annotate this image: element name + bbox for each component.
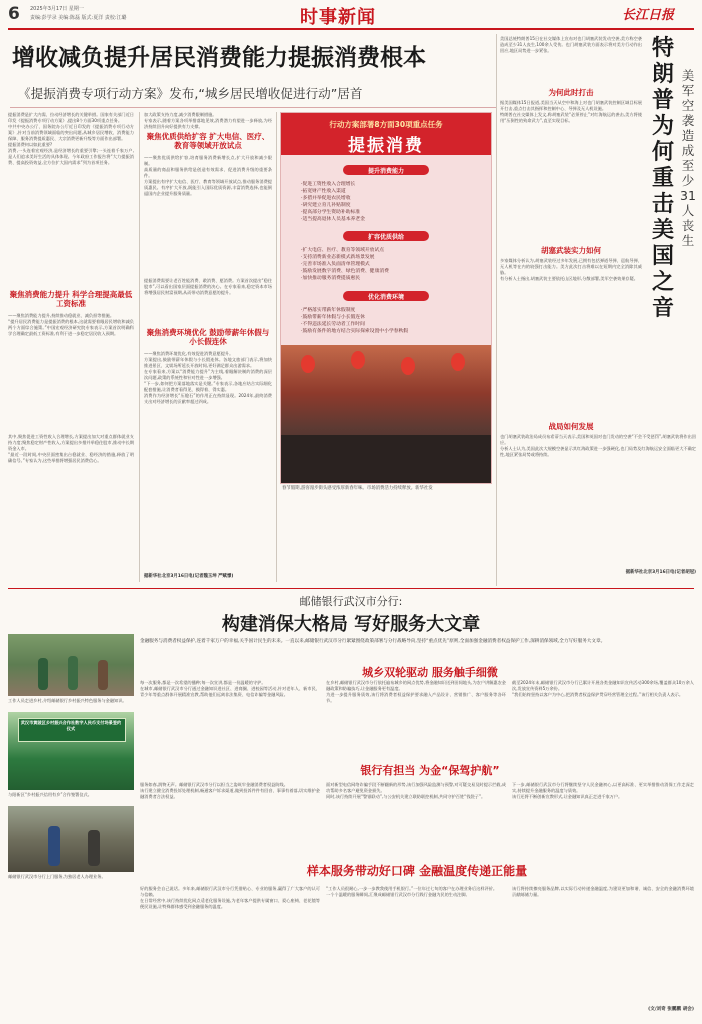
bank-text-2: 在乡村,邮储银行武汉市分行依托遍布城乡的网点优势,将金融知识送到田间地头,为农户讲解惠农金融政策和防骗技巧,让金融服务更有温度。 为进一步提升服务质效,该行将消费者权益保护要求融入产品设计、营销推广、客户服务等各环节。 <box>326 680 506 703</box>
person-shape <box>68 656 78 690</box>
lantern-icon <box>401 357 415 375</box>
side-subhead-2: 胡塞武装实力如何 <box>541 246 601 255</box>
person-shape <box>38 658 48 690</box>
side-text-2: 据美国媒体15日报道,美国当天从空中和海上对也门胡塞武装控制区域目标展开打击,重点打击其指挥和控制中心、导弹及无人机设施。 特朗普在社交媒体上发文,称胡塞武装“必须停止”对红海航运的袭击,美方将使用“压倒性的致命武力”,直至实现目标。 <box>500 100 642 123</box>
section-title: 时事新闻 <box>300 7 376 28</box>
lantern-icon <box>301 355 315 373</box>
category-label-2: 扩容优质供给 <box>367 234 404 241</box>
bank-photo-2-caption: 与阳新区“乡村振兴信用有乡”合作签署仪式。 <box>8 792 92 797</box>
lantern-icon <box>451 353 465 371</box>
list-item: ·不得违法延长劳动者工作时间 <box>301 322 365 327</box>
list-item: ·促进工资性收入合理增长 <box>301 182 356 187</box>
bank-text-6: 下一步,邮储银行武汉市分行将继续坚守人民金融初心,以更高标准、更实举措推动消保工作走深走实,持续提升金融服务的温度与质效。 该行还将不断创新宣教形式,让金融知识真正走进千家万户。 <box>512 782 694 799</box>
main-col1-text2: ——聚焦消费能力提升,持续推动稳就业、减负担等措施。 “提升居民消费能力是提振消费的根本,这就需要着眼居民增收和减负两个方面综合施策。”中国宏观经济研究院专家表示,方案首次明确科学合理确定最低工资标准,有利于进一步稳定居民收入预期。 <box>8 313 134 336</box>
list-item: ·适当提高退休人员基本养老金 <box>301 217 365 222</box>
bank-photo-1 <box>8 634 134 696</box>
editors-line: 责编:彭学录 美编:陈磊 版式:夏洋 责校:江璐 <box>30 15 127 21</box>
date-line: 2025年3月17日 星期一 <box>30 6 84 12</box>
side-vertical-subtitle: 美军空袭造成至少31人丧生 <box>680 68 696 248</box>
header-rule <box>8 28 694 30</box>
lantern-icon <box>351 351 365 369</box>
crowd-shape <box>281 435 491 483</box>
bank-text-5: 面对新型电信网络诈骗手段不断翻新的形势,该行加强风险监测与预警,对可疑交易及时提示拦截,成功帮助多名客户避免资金损失。 同时,该行持续开展“警银联动”,与公安机关建立联防联控机制,共同守护百姓“钱袋子”。 <box>326 782 506 799</box>
page-number: 6 <box>8 4 20 24</box>
side-text-3: 多家媒体分析认为,胡塞武装经过多年发展,已拥有包括弹道导弹、巡航导弹、无人机等在内的较强打击能力。美方此次打击将难以在短期内完全消除其威胁。 有分析人士指出,胡塞武装主要依托山区地形,分散部署,美军空袭效果存疑。 <box>500 258 642 281</box>
list-item: ·鼓励发展数字消费、绿色消费、健康消费 <box>301 269 389 274</box>
col-divider <box>496 34 497 586</box>
col-divider <box>276 112 277 582</box>
bank-subhead-1: 城乡双轮驱动 服务触手细微 <box>362 666 498 679</box>
bank-photo-3-caption: 邮储银行武汉市分行上门服务,为独居老人办理业务。 <box>8 874 106 879</box>
bank-kicker: 邮储银行武汉市分行: <box>299 595 403 608</box>
section-rule <box>8 588 694 589</box>
main-credit: 据新华社北京3月16日电(记者魏玉坤 严赋憬) <box>144 574 234 579</box>
list-item: ·严格落实带薪年休假制度 <box>301 308 356 313</box>
banner-text: 武汉市黄陂区乡村振兴合作社数字人民币支付场景签约仪式 <box>20 720 122 731</box>
list-item: ·完善市场准入负面清单管理模式 <box>301 262 370 267</box>
category-label-3: 优化消费环境 <box>367 294 404 301</box>
bank-subhead-2: 银行有担当 为金“保驾护航” <box>360 764 500 777</box>
category-2-items <box>301 247 481 282</box>
side-credit: 据新华社北京3月16日电(记者胡冠) <box>625 570 696 575</box>
bank-credit: (文/刘奇 张鹏鹏 胡会) <box>648 1007 694 1012</box>
main-col2-subhead2: 聚焦消费环境优化 鼓励带薪年休假与小长假连休 <box>146 328 270 346</box>
paper-logo: 长江日报 <box>622 8 675 23</box>
list-item: ·加快推动服务消费提质惠民 <box>301 276 361 281</box>
side-text-1: 美国总统特朗普15日在社交媒体上宣布对也门胡塞武装发动空袭,美方称空袭造成至少31人丧生,100余人受伤。也门胡塞武装方面表示将对美方行动作出回应,地区局势进一步紧张。 <box>500 36 642 53</box>
category-3-items <box>301 307 481 335</box>
bank-photo-1-caption: 工作人员走进乡村,介绍邮储银行乡村振兴特色服务与金融知识。 <box>8 698 127 703</box>
main-headline: 增收减负提升居民消费能力提振消费根本 <box>12 45 426 71</box>
side-subhead-1: 为何此时打击 <box>548 88 594 97</box>
main-col2-text: 加大政策支持力度,减少消费限制措施。 专家表示,随着方案各项举措落地见效,消费潜力有望进一步释放,为经济持续回升向好提供有力支撑。 <box>144 112 272 129</box>
festival-photo <box>281 345 491 483</box>
bank-text-3: 截至2024年末,邮储银行武汉市分行已累计开展各类金融知识宣传活动300余场,覆盖群众10万余人次,发放宣传资料5万余份。 “我们始终坚持以客户为中心,把消费者权益保护贯穿经营管理全过程。”该行相关负责人表示。 <box>512 680 694 697</box>
main-col2-text3: ——聚焦消费环境优化,有效促进消费意愿提升。 方案提出,鼓励带薪年休假与小长假连休。各地文旅部门表示,将加快推进景区、文娱场所延长开放时间,更好满足群众出游需求。 在专家看来,方案以“消费能力提升”为主线,着眼解决制约消费的深层次问题,政策的系统性和针对性进一步增强。 “下一步,如何把方案落地落实是关键。”专家表示,各地应结合实际细化配套措施,让消费者看得见、摸得着、得实惠。 消费作为经济增长“压舱石”的作用正在持续显现。2024年,最终消费支出对经济增长的贡献率超过四成。 <box>144 351 272 404</box>
side-text-4: 也门胡塞武装政治局成员布希蒂当天表示,美国和英国对也门发动的空袭“不会不受惩罚”,胡塞武装将作出回应。 分析人士认为,美国此次大规模空袭显示其红海政策进一步强硬化,也门局势及红海航运安全面临更大不确定性,地区紧张局势或将持续。 <box>500 434 696 457</box>
bank-photo-2 <box>8 712 134 790</box>
main-rule <box>10 107 496 108</box>
main-col2-text1: ——聚焦优质供给扩容,培育服务消费新增长点,扩大开放和减少限制。 高质量的商品和服务供给是创造有效需求、促进消费升级的重要条件。 方案提出有序扩大电信、医疗、教育等领域开放试点,推动服务消费提质惠民。有序扩大开放,既能引入国际优质资源,丰富消费选择,也能倒逼国内企业提升服务质量。 <box>144 155 272 196</box>
category-label-1: 提升消费能力 <box>367 168 404 175</box>
person-shape <box>48 826 60 866</box>
list-item: ·鼓励带薪年休假与小长假连休 <box>301 315 365 320</box>
category-1-items <box>301 181 481 223</box>
bank-text-1: 每一次服务,都是一次希望的播种;每一次宣讲,都是一份温暖的守护。 在城市,邮储银行武汉市分行通过金融知识进社区、进商圈、进校园等活动,针对老年人、新市民、青少年等重点群体开展精准宣教,帮助他们远离非法集资、电信诈骗等金融风险。 <box>140 680 320 697</box>
list-item: ·提高部分学生资助补助标准 <box>301 210 361 215</box>
photo-caption: 春节假期,游客漫步街头感受浓厚新春年味。市场消费活力持续释放。新华社发 <box>282 486 433 491</box>
main-col2-subhead: 聚焦优质供给扩容 扩大电信、医疗、教育等领域开放试点 <box>146 132 270 150</box>
person-shape <box>98 660 108 690</box>
person-shape <box>88 830 100 866</box>
list-item: ·研究建立育儿补贴制度 <box>301 203 351 208</box>
list-item: ·拓宽财产性收入渠道 <box>301 189 346 194</box>
side-subhead-3: 战局如何发展 <box>548 422 594 431</box>
bank-text-4: 服务如春,润物无声。邮储银行武汉市分行以担当之姿筑牢金融消费者权益防线。 该行建立健全消费投诉处理机制,畅通客户诉求渠道,做到投诉件件有回音、事事有着落,切实维护金融消费者合法权益。 <box>140 782 320 799</box>
main-col1-text3: 其中,聚焦促进工资性收入合理增长,方案提出加大对重点群体就业支持力度;聚焦稳定财产性收入,方案提出多措并举稳住股市,推动中长期资金入市。 “最近一段时间,中央层面密集出台稳就业、稳经济的措施,释放了明确信号。”专家认为,这些举措将增强居民消费信心。 <box>8 434 134 463</box>
main-col2-text2: 提振消费需要让老百姓能消费、敢消费、愿消费。方案首次提出“稳住股市”,可以看出国家层面提振消费的决心。在专家看来,稳定资本市场将增强居民财富预期,从而带动消费意愿的提升。 <box>144 278 272 295</box>
list-item: ·支持消费新业态新模式新场景发展 <box>301 255 375 260</box>
bank-headline: 构建消保大格局 写好服务大文章 <box>221 614 481 635</box>
main-col1-text: 提振消费是扩大内需、拉动经济增长的关键举措。国家有关部门近日印发《提振消费专项行动方案》,提出8个方面30项重点任务。 中共中央办公厅、国务院办公厅近日印发的《提振消费专项行动方案》,针对当前消费领域面临的突出问题,从城乡居民增收、消费能力保障、服务消费提质惠民、大宗消费更新升级等方面作出部署。 提振消费何以如此重要? 消费,一头连着宏观经济,是经济增长的重要引擎;一头连着千家万户,是人们追求美好生活的具体体现。今年政府工作报告将“大力提振消费、提高投资效益,全方位扩大国内需求”列为首项任务。 <box>8 112 134 165</box>
col-divider <box>139 112 140 582</box>
main-col1-subhead: 聚焦消费能力提升 科学合理提高最低工资标准 <box>9 290 133 308</box>
side-vertical-title: 特朗普为何重击美国之音 <box>651 36 674 321</box>
list-item: ·鼓励有条件的地方结合实际探索设置中小学春秋假 <box>301 329 409 334</box>
infographic-title: 行动方案部署8方面30项重点任务 <box>329 120 443 129</box>
bank-text-8: “工作人员很耐心,一步一步教我使用手机银行。”一位年过七旬的客户在办理业务后这样评价。 一个个温暖的服务瞬间,汇聚成邮储银行武汉市分行践行金融为民的生动注脚。 <box>326 886 498 897</box>
policy-infographic <box>280 112 492 484</box>
bank-text-7: 好的服务会自己说话。多年来,邮储银行武汉市分行凭借贴心、专业的服务,赢得了广大客户的认可与信赖。 在日常经营中,该行持续优化网点适老化服务设施,为老年客户提供专属窗口、爱心座椅、老花镜等便民设施,让特殊群体感受到金融服务的温度。 <box>140 886 320 909</box>
bank-photo-3 <box>8 806 134 872</box>
list-item: ·多措并举促进农民增收 <box>301 196 351 201</box>
main-subheadline: 《提振消费专项行动方案》发布,“城乡居民增收促进行动”居首 <box>18 86 363 101</box>
bank-text-9: 该行将持续擦亮服务品牌,以实际行动传递金融温度,为建设更加和谐、诚信、安全的金融消费环境贡献邮储力量。 <box>512 886 694 897</box>
list-item: ·扩大电信、医疗、教育等领域开放试点 <box>301 248 385 253</box>
bank-lead: 金融服务与消费者权益保护,连着千家万户的幸福,关乎国计民生的未来。一直以来,邮储银行武汉市分行紧紧围绕政策部署与分行战略导向,坚持“重点优先”原则,全面加强金融消费者权益保护工作,深耕消保领域,全力写好服务大文章。 <box>140 639 606 644</box>
bank-subhead-3: 样本服务带动好口碑 金融温度传递正能量 <box>306 864 528 878</box>
infographic-main: 提振消费 <box>348 136 424 156</box>
